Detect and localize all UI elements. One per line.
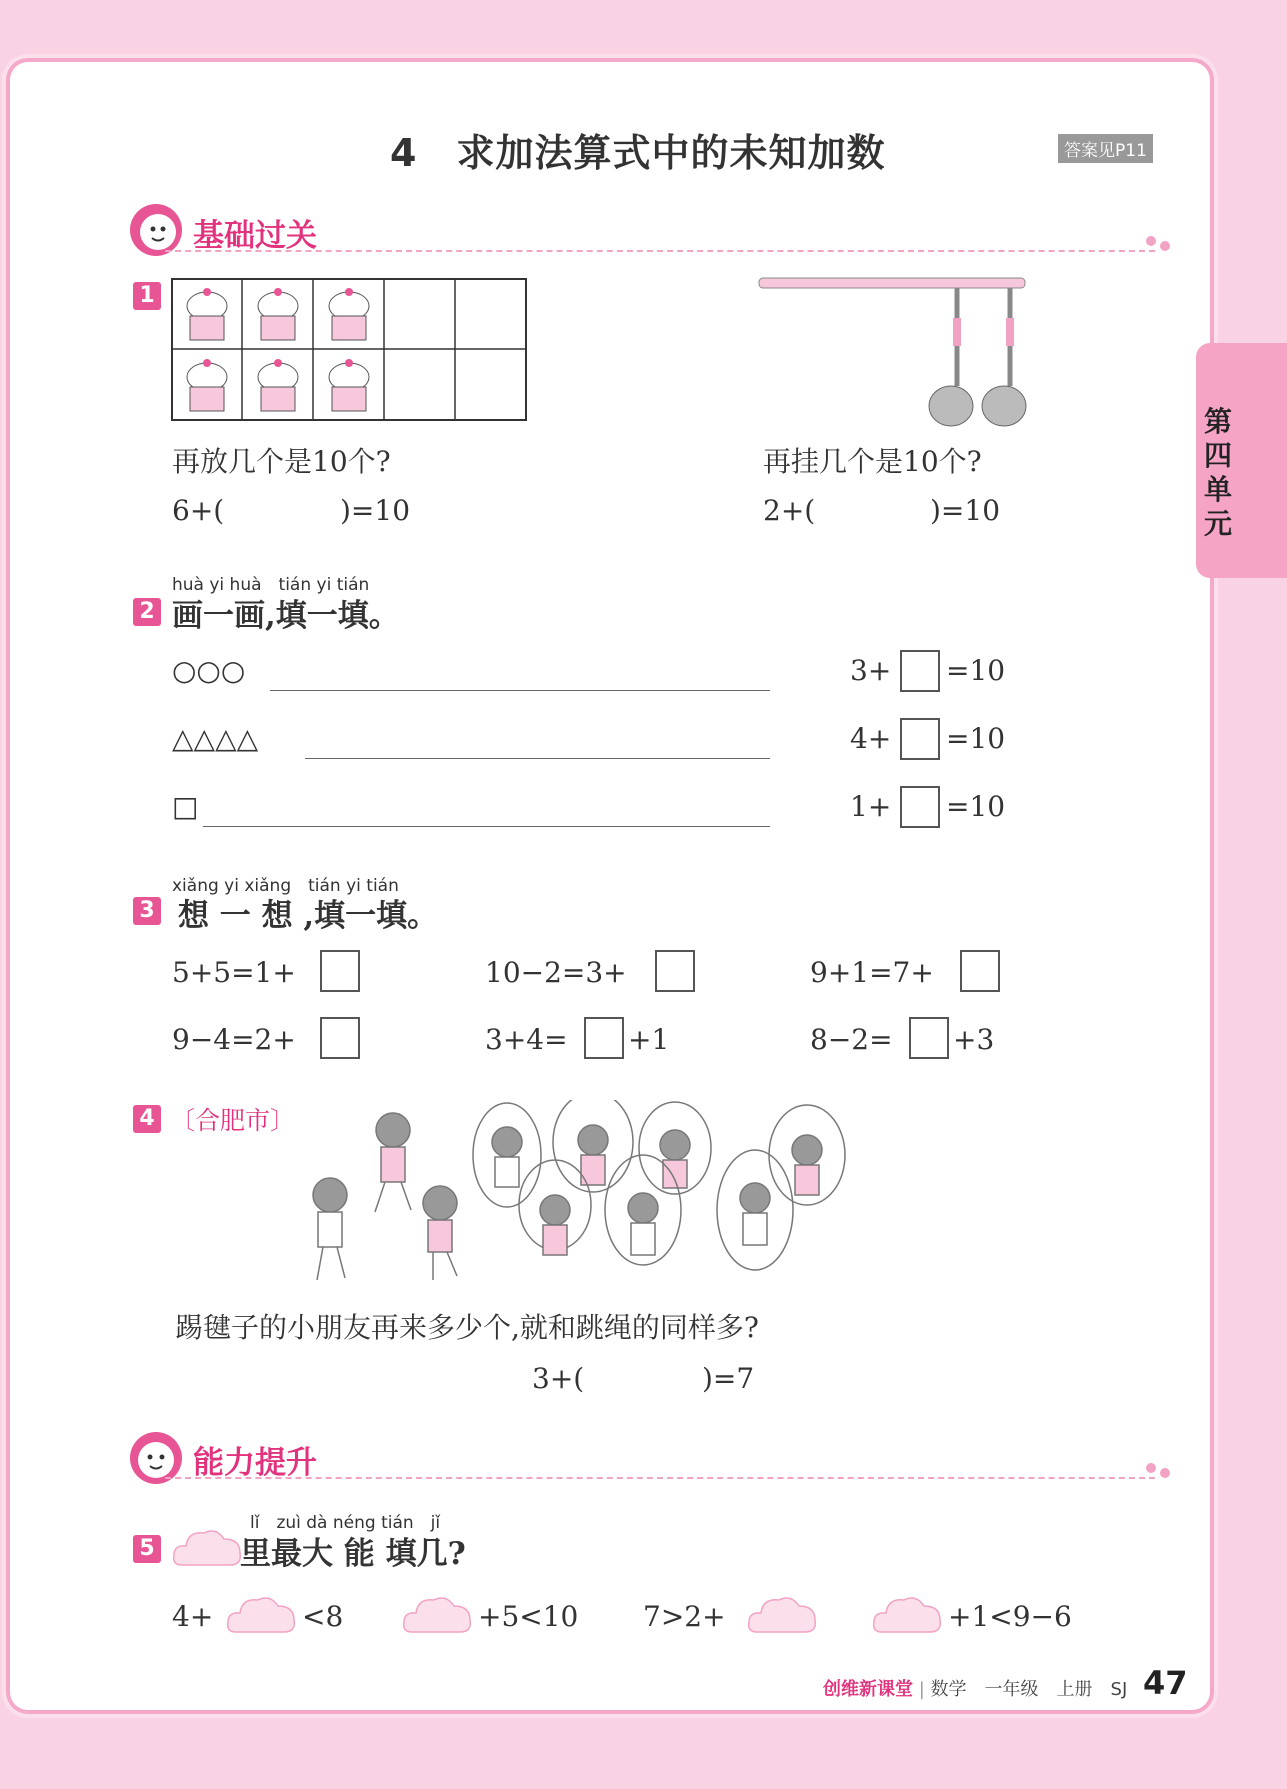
section-basic-divider — [165, 250, 1155, 252]
q4-answer-blank[interactable] — [596, 1362, 696, 1402]
question-number: 3 — [133, 897, 161, 925]
q2-row-2-eq-start: 4+ — [850, 722, 892, 755]
unit-tab-label: 第四单元 — [1203, 405, 1232, 540]
q3-item-4-box[interactable] — [320, 1017, 360, 1059]
question-number: 1 — [133, 282, 161, 310]
q5-item-4-cloud-blank[interactable] — [870, 1592, 944, 1636]
question-number: 2 — [133, 598, 161, 626]
children-playing-image — [285, 1100, 855, 1285]
q2-row-3-draw-line[interactable] — [203, 826, 770, 827]
section-basic-title: 基础过关 — [193, 218, 317, 254]
section-advanced-divider — [165, 1477, 1155, 1479]
q3-item-3-text: 9+1=7+ — [810, 956, 934, 989]
q4-region-tag: 〔合肥市〕 — [170, 1106, 296, 1135]
q2-pinyin: huà yi huà tián yi tián — [172, 575, 370, 595]
dots-decoration-icon — [1145, 234, 1173, 254]
q1-right-eq-end: )=10 — [930, 494, 1001, 527]
q2-row-1-answer-box[interactable] — [900, 650, 940, 692]
q4-eq-end: )=7 — [702, 1362, 755, 1395]
q5-pinyin: lǐ zuì dà néng tián jǐ — [250, 1513, 441, 1533]
ten-frame — [171, 278, 528, 422]
q5-item-3-cloud-blank[interactable] — [745, 1592, 819, 1636]
q3-item-6-text: 8−2= — [810, 1023, 893, 1056]
question-number: 5 — [133, 1535, 161, 1563]
q3-item-2-text: 10−2=3+ — [485, 956, 627, 989]
q4-eq-start: 3+( — [532, 1362, 585, 1395]
q5-item-2-cloud-blank[interactable] — [400, 1592, 474, 1636]
q2-row-1-shapes: ○○○ — [172, 654, 246, 687]
q3-item-5-text: 3+4= — [485, 1023, 568, 1056]
q3-item-6-tail: +3 — [953, 1023, 995, 1056]
question-number: 4 — [133, 1105, 161, 1133]
q2-row-1-eq-start: 3+ — [850, 654, 892, 687]
q5-prompt: 里最大 能 填几? — [240, 1536, 466, 1572]
q5-item-1-start: 4+ — [172, 1600, 214, 1633]
q2-row-3-answer-box[interactable] — [900, 786, 940, 828]
q1-left-eq-start: 6+( — [172, 494, 225, 527]
q1-left-eq-end: )=10 — [340, 494, 411, 527]
q5-item-1-end: <8 — [302, 1600, 344, 1633]
page-number: 47 — [1143, 1664, 1188, 1702]
q4-question: 踢毽子的小朋友再来多少个,就和跳绳的同样多? — [175, 1311, 759, 1344]
q2-row-2-draw-line[interactable] — [305, 758, 770, 759]
q2-row-3-shapes: □ — [172, 790, 199, 823]
q5-item-2-end: +5<10 — [478, 1600, 579, 1633]
q2-row-3-eq-end: =10 — [946, 790, 1006, 823]
q1-right-answer-blank[interactable] — [826, 494, 926, 534]
q2-row-3-eq-start: 1+ — [850, 790, 892, 823]
q5-item-4-end: +1<9−6 — [948, 1600, 1072, 1633]
q2-row-1-eq-end: =10 — [946, 654, 1006, 687]
q3-item-4-text: 9−4=2+ — [172, 1023, 296, 1056]
footer-info: 数学 一年级 上册 SJ — [930, 1679, 1128, 1700]
q3-item-6-box[interactable] — [909, 1017, 949, 1059]
answer-reference: 答案见P11 — [1058, 134, 1153, 163]
q1-right-eq-start: 2+( — [763, 494, 816, 527]
q5-item-3-start: 7>2+ — [643, 1600, 726, 1633]
q2-row-2-answer-box[interactable] — [900, 718, 940, 760]
q3-item-2-box[interactable] — [655, 950, 695, 992]
q3-item-1-box[interactable] — [320, 950, 360, 992]
q3-item-1-text: 5+5=1+ — [172, 956, 296, 989]
q3-item-3-box[interactable] — [960, 950, 1000, 992]
footer-text: 创维新课堂 | 数学 一年级 上册 SJ — [823, 1679, 1128, 1700]
q3-item-5-box[interactable] — [584, 1017, 624, 1059]
q2-row-2-shapes: △△△△ — [172, 722, 259, 755]
q5-item-1-cloud-blank[interactable] — [224, 1592, 298, 1636]
q1-left-question: 再放几个是10个? — [172, 445, 391, 478]
q3-item-5-tail: +1 — [628, 1023, 670, 1056]
footer-brand: 创维新课堂 — [823, 1679, 913, 1700]
q1-left-answer-blank[interactable] — [236, 494, 336, 534]
q1-right-question: 再挂几个是10个? — [763, 445, 982, 478]
page-title: 4 求加法算式中的未知加数 — [390, 131, 886, 175]
q3-pinyin: xiǎng yi xiǎng tián yi tián — [172, 876, 399, 896]
ladle-rack-image — [757, 276, 1027, 436]
q2-row-1-draw-line[interactable] — [270, 690, 770, 691]
dots-decoration-icon — [1145, 1461, 1173, 1481]
cloud-icon — [170, 1525, 244, 1569]
section-advanced-title: 能力提升 — [193, 1445, 317, 1481]
q2-row-2-eq-end: =10 — [946, 722, 1006, 755]
q3-prompt: 想 一 想 ,填一填。 — [178, 898, 439, 934]
q2-prompt: 画一画,填一填。 — [172, 598, 400, 634]
